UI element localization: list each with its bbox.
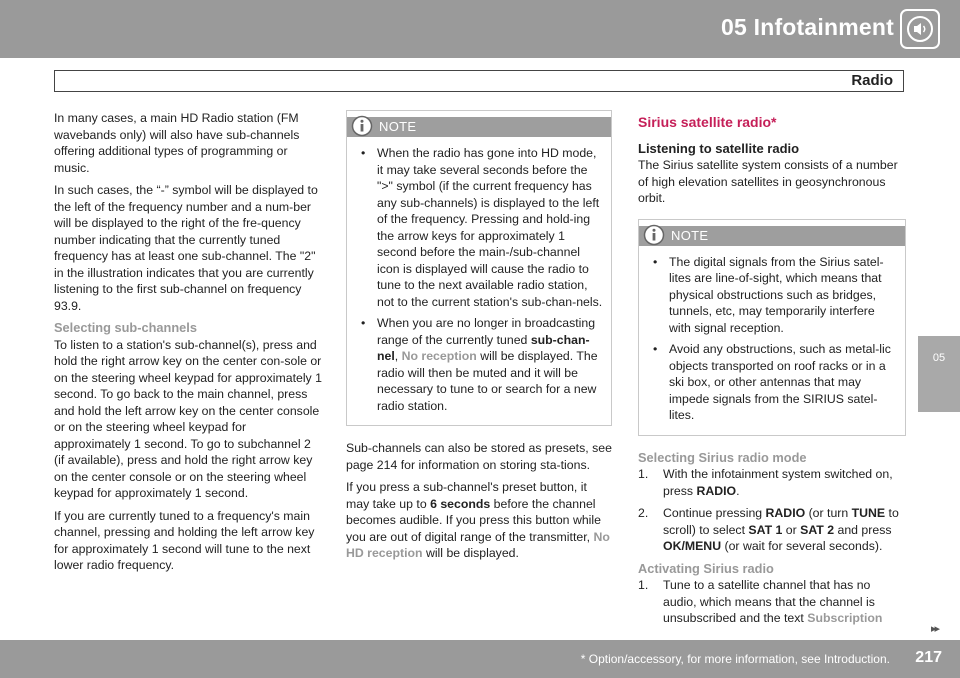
paragraph: In many cases, a main HD Radio station (FM wavebands only) will also have sub-channels offering additional types of programming or music. <box>54 111 300 175</box>
paragraph: If you are currently tuned to a frequency's main channel, pressing and holding the left arrow key for approximately 1 second will tune to the next lower radio frequency. <box>54 508 315 572</box>
button-name: OK/MENU <box>663 539 722 553</box>
note-box <box>638 219 906 436</box>
column-3 <box>638 110 906 633</box>
note-header <box>347 117 611 137</box>
text-fragment: . <box>736 483 740 498</box>
list-item <box>638 577 906 627</box>
text-fragment: (or wait for several seconds). <box>721 539 883 553</box>
paragraph: In such cases, the “-” symbol will be displayed to the left of the frequency number and a num-ber will be displayed to the right of the fre-quency number indicating that the currently tuned frequency has at least one sub-channel. The "2" in the illustration indicates that you are currently listening to the first sub-channel on frequency 93.9. <box>54 183 318 313</box>
note-label: NOTE <box>379 119 417 134</box>
note-header <box>639 226 905 246</box>
list-item <box>653 341 897 424</box>
page-footer <box>0 640 960 678</box>
list-item <box>638 505 906 555</box>
button-name: SAT 2 <box>800 522 835 537</box>
text-fragment: Tune to a satellite channel that has no audio, which means that the channel is unsubscribed and the text <box>663 578 875 625</box>
display-text: Subscription <box>807 611 883 625</box>
speaker-icon <box>900 9 940 49</box>
note-box <box>346 110 612 426</box>
section-heading-sirius: Sirius satellite radio* <box>638 114 777 130</box>
text-fragment: and press <box>834 522 892 537</box>
chapter-side-tab-label: 05 <box>932 352 946 364</box>
text-fragment: If you press a sub-channel's preset button, it may take up to <box>346 480 587 511</box>
page-number: 217 <box>915 649 942 666</box>
step-number: 1. <box>638 578 649 592</box>
button-name: RADIO <box>765 506 806 520</box>
list-item <box>361 315 603 414</box>
text-fragment: will be displayed. The radio will then be muted and it will be necessary to tune to or search for a new radio station. <box>377 349 598 413</box>
text-fragment: before the channel becomes audible. If you press this button while you are out of digital range of the transmitter, <box>346 496 601 544</box>
bullet: • <box>653 342 658 356</box>
bullet: • <box>653 254 658 269</box>
paragraph: Sub-channels can also be stored as presets, see page 214 for information on storing sta-tions. <box>346 441 612 472</box>
info-icon <box>643 224 665 251</box>
section-title: Radio <box>851 72 893 89</box>
column-1 <box>54 110 324 580</box>
list-item <box>638 466 906 499</box>
step-number: 2. <box>638 506 649 520</box>
steps-list <box>638 466 906 555</box>
info-icon <box>351 115 373 142</box>
text-fragment: Continue pressing <box>663 506 766 520</box>
list-item-text: When you are no longer in broadcasting range of the currently tuned <box>377 316 596 347</box>
list-item-text: When the radio has gone into HD mode, it may take several seconds before the ">" symbol (if the current frequency has any sub-channels) is displayed to the left of the frequency. Pressing and hold-ing the arrow keys for approximately 1 second before the main-/sub-channel icon is displayed will cause the radio to tune to the next available radio station, not to the current station's sub-chan-nels. <box>377 146 603 309</box>
subheading-listening: Listening to satellite radio <box>638 140 800 156</box>
button-name: TUNE <box>851 506 886 520</box>
text-fragment: , <box>394 349 402 363</box>
chapter-header <box>0 0 960 58</box>
bullet: • <box>361 316 366 330</box>
button-name: RADIO <box>696 483 737 498</box>
button-name: SAT 1 <box>748 522 783 537</box>
chapter-side-tab <box>918 336 960 412</box>
paragraph <box>346 479 612 562</box>
subheading-activating-sirius: Activating Sirius radio <box>638 560 774 576</box>
text-fragment: will be displayed. <box>422 546 519 560</box>
list-item-text: Avoid any obstructions, such as metal-lic objects transported on roof racks or in a ski box, or other antennas that may impede signals from the SIRIUS satel-lites. <box>669 342 891 422</box>
text-fragment: to scroll) to select <box>663 506 899 537</box>
list-item <box>361 145 603 310</box>
column-2 <box>346 110 612 568</box>
steps-list <box>638 577 906 627</box>
text-fragment: (or turn <box>805 506 852 520</box>
step-number: 1. <box>638 467 649 481</box>
text-fragment: or <box>782 522 801 537</box>
list-item-text: The digital signals from the Sirius satel-lites are line-of-sight, which means that physical obstructions such as bridges, tunnels, etc, may temporarily interfere with signal reception. <box>669 254 884 335</box>
display-text: No reception <box>401 349 477 363</box>
note-label: NOTE <box>671 227 709 243</box>
next-page-arrows-icon: ▸▸ <box>930 623 938 635</box>
text-fragment: With the infotainment system switched on, press <box>663 467 893 498</box>
list-item <box>653 254 897 337</box>
display-text: No HD reception <box>346 529 610 560</box>
section-bar <box>54 70 904 92</box>
note-list <box>347 145 611 425</box>
bold-term: sub-chan-nel <box>377 332 590 363</box>
bold-term: 6 seconds <box>430 496 491 511</box>
chapter-title: 05 Infotainment <box>721 14 894 40</box>
note-list <box>639 254 905 435</box>
subheading-selecting-sirius-mode: Selecting Sirius radio mode <box>638 449 807 465</box>
paragraph: The Sirius satellite system consists of a number of high elevation satellites in geosynchronous orbit. <box>638 158 898 205</box>
bullet: • <box>361 146 366 160</box>
footnote: * Option/accessory, for more information, see Introduction. <box>580 652 890 666</box>
paragraph: To listen to a station's sub-channel(s), press and hold the right arrow key on the center con-sole or on the steering wheel keypad for approximately 1 second. To go back to the main channel, press and hold the left arrow key on the center console or on the steering wheel keypad for approximately 1 second. To go to subchannel 2 (if available), press and hold the right arrow key on the center console or on the steering wheel keypad for approximately 1 second. <box>54 337 322 500</box>
subheading-selecting-sub-channels: Selecting sub-channels <box>54 320 197 335</box>
